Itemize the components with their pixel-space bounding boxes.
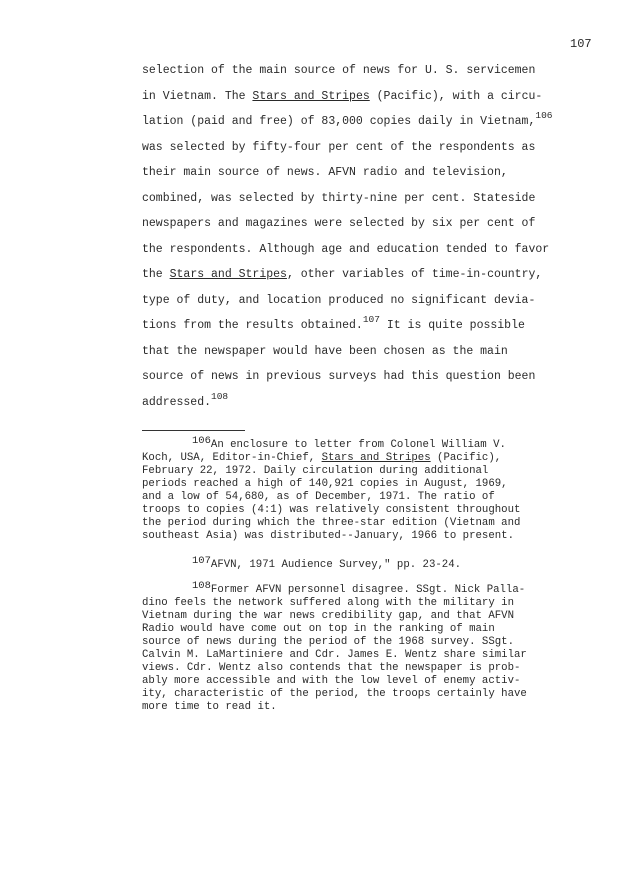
text-segment: that the newspaper would have been chosen as the main — [142, 344, 508, 358]
text-segment: newspapers and magazines were selected by six per cent of — [142, 217, 536, 230]
footnote-line: Vietnam during the war news credibility gap, and that AFVN — [142, 610, 514, 622]
body-line — [142, 139, 582, 165]
body-line — [142, 266, 582, 292]
footnote-line: source of news during the period of the 1968 survey. SSgt. — [142, 636, 514, 648]
text-segment: combined, was selected by thirty-nine per cent. Stateside — [142, 191, 536, 205]
footnote-line: dino feels the network suffered along with the military in — [142, 597, 514, 609]
footnote-line: ably more accessible and with the low level of enemy activ- — [142, 675, 521, 687]
body-line — [142, 314, 582, 343]
footnote-line: ity, characteristic of the period, the troops certainly have — [142, 688, 527, 700]
footnote-ref-106: 106 — [535, 110, 553, 121]
text-segment: in Vietnam. The — [142, 89, 253, 103]
text-segment: selection of the main source of news for U. S. servicemen — [142, 64, 536, 77]
footnote-line: and a low of 54,680, as of December, 1971. The ratio of — [142, 491, 495, 503]
body-line — [142, 190, 582, 216]
footnote-mark: 107 — [192, 555, 211, 567]
text-segment: (Pacific), with a circu- — [369, 89, 543, 103]
text-segment: lation (paid and free) of 83,000 copies daily in Vietnam, — [142, 115, 536, 128]
footnote-106 — [142, 435, 587, 543]
text-segment: An enclosure to letter from Colonel William V. — [210, 439, 506, 451]
text-segment: Koch, USA, Editor-in-Chief, — [142, 452, 322, 464]
text-segment: source of news in previous surveys had this question been — [142, 370, 536, 383]
body-line — [142, 390, 582, 420]
footnote-mark: 108 — [192, 580, 211, 592]
footnote-line: views. Cdr. Wentz also contends that the newspaper is prob- — [142, 662, 521, 674]
page-number: 107 — [570, 37, 592, 51]
body-line — [142, 343, 582, 369]
body-line — [142, 164, 582, 190]
footnote-line: Calvin M. LaMartiniere and Cdr. James E. Wentz share similar — [142, 649, 527, 661]
footnote-line — [142, 580, 587, 597]
text-segment: AFVN, 1971 Audience Survey," pp. 23-24. — [210, 559, 462, 571]
footnote-line — [142, 435, 587, 452]
footnote-line: southeast Asia) was distributed--January, 1966 to present. — [142, 530, 514, 542]
text-segment: Former AFVN personnel disagree. SSgt. Nick Palla- — [210, 584, 526, 596]
footnote-line: February 22, 1972. Daily circulation during additional — [142, 465, 489, 477]
text-segment: , other variables of time-in-country, — [286, 268, 543, 281]
text-segment: the respondents. Although age and education tended to favor — [142, 242, 550, 256]
text-segment: type of duty, and location produced no significant devia- — [142, 293, 536, 307]
footnote-line: Radio would have come out on top in the ranking of main — [142, 623, 495, 635]
footnote-108 — [142, 580, 587, 714]
text-segment: (Pacific), — [430, 452, 502, 464]
footnote-divider — [142, 430, 245, 431]
body-line — [142, 241, 582, 267]
footnote-line: the period during which the three-star edition (Vietnam and — [142, 517, 521, 529]
body-line — [142, 62, 582, 88]
text-segment: the — [142, 268, 170, 281]
footnote-line: periods reached a high of 140,921 copies in August, 1969, — [142, 478, 508, 490]
text-segment: It is quite possible — [379, 319, 525, 332]
publication-title: Stars and Stripes — [321, 452, 431, 464]
footnote-ref-108: 108 — [211, 390, 229, 402]
footnote-107 — [142, 555, 587, 572]
footnote-line: troops to copies (4:1) was relatively consistent throughout — [142, 504, 521, 516]
footnote-mark: 106 — [192, 435, 211, 447]
footnote-line: more time to read it. — [142, 701, 277, 713]
text-segment: their main source of news. AFVN radio and television, — [142, 166, 508, 179]
text-segment: tions from the results obtained. — [142, 319, 363, 332]
text-segment: addressed. — [142, 395, 212, 409]
body-line — [142, 215, 582, 241]
publication-title: Stars and Stripes — [252, 89, 370, 103]
publication-title: Stars and Stripes — [169, 268, 287, 281]
body-line — [142, 88, 582, 114]
footnote-ref-107: 107 — [362, 314, 380, 325]
body-text — [142, 62, 582, 419]
footnote-line — [142, 555, 587, 572]
body-line — [142, 368, 582, 394]
text-segment: was selected by fifty-four per cent of the respondents as — [142, 140, 536, 154]
body-line — [142, 110, 582, 139]
footnote-line — [142, 452, 587, 465]
